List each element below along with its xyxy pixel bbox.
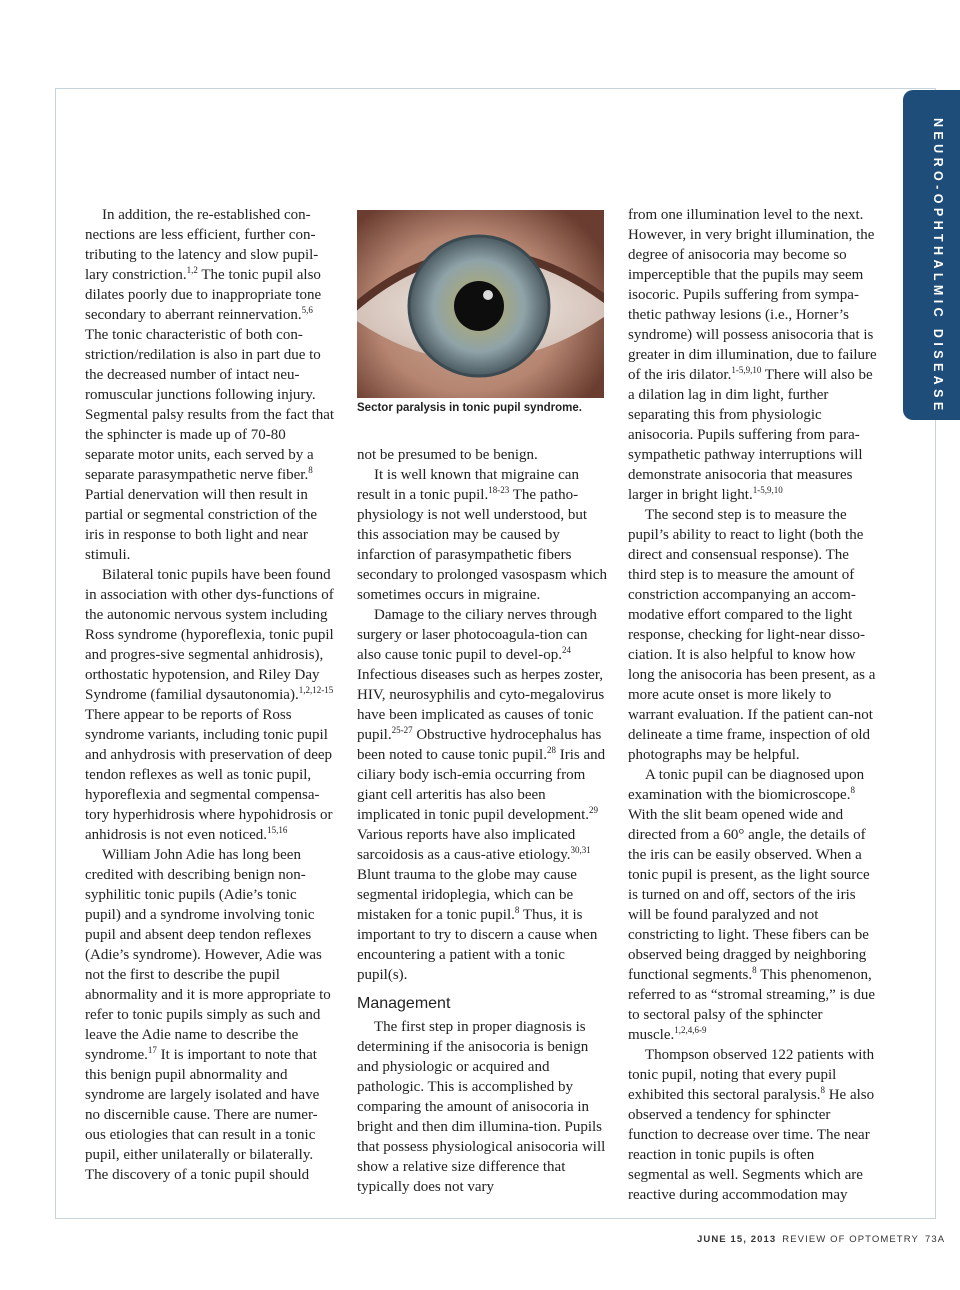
section-heading: Management — [357, 995, 451, 1012]
paragraph: The first step in proper diagnosis is determining if the anisocoria is benign and physiologic or acquired and pathologic. This is accomplished by comparing the amount of anisocoria in bright and then dim illumina-tion. Pupils that possess physiological anisocoria will show a relative size difference that typically does not vary — [357, 1019, 606, 1195]
paragraph: In addition, the re-established con-nections are less efficient, further con-tributing to the latency and slow pupil-lary constriction.$^{1,2}$ The tonic pupil also dilates poorly due to inappropriate tone secondary to aberrant reinnervation.$^{5,6}$ The tonic characteristic of both con-striction/redilation is also in part due to the decreased number of intact neu-romuscular junctions following injury. Segmental palsy results from the fact that the sphincter is made up of 70-80 separate motor units, each served by a separate parasympathetic nerve fiber.$^8$ Partial denervation will then result in partial or segmental constriction of the iris in response to both light and near stimuli. — [85, 207, 335, 563]
page-number: 73A — [924, 1234, 946, 1245]
paragraph: William John Adie has long been credited with describing benign non-syphilitic tonic pupils (Adie’s tonic pupil) and a syndrome involving tonic pupil and absent deep tendon reflexes (Adie’s syndrome). However, Adie was not the first to describe the pupil abnormality and it is more appropriate to refer to tonic pupils simply as such and leave the Adie name to describe the syndrome.$^{17}$ It is important to note that this benign pupil abnormality and syndrome are largely isolated and have no discernible cause. There are numer-ous etiologies that can result in a tonic pupil, either unilaterally or bilaterally. The discovery of a tonic pupil should — [85, 847, 331, 1183]
paragraph: Thompson observed 122 patients with tonic pupil, noting that every pupil exhibited this sectoral paralysis.$^8$ He also observed a tendency for sphincter function to decrease over time. The near reaction in tonic pupils is often segmental as well. Segments which are reactive during accommodation may — [628, 1047, 875, 1203]
section-tab-label: NEURO-OPHTHALMIC DISEASE — [931, 118, 945, 415]
figure-caption: Sector paralysis in tonic pupil syndrome. — [357, 402, 582, 414]
paragraph: It is well known that migraine can result in a tonic pupil.$^{18-23}$ The patho-physiology is not well understood, but this association may be caused by infarction of parasympathetic fibers secondary to prolonged vasospasm which sometimes occurs in migraine. — [357, 467, 607, 603]
paragraph: A tonic pupil can be diagnosed upon examination with the biomicroscope.$^8$ With the slit beam opened wide and directed from a 60° angle, the details of the iris can be easily observed. When a tonic pupil is present, as the light source is turned on and off, sectors of the iris will be found paralyzed and not constricting to light. These fibers can be observed being dragged by neighboring functional segments.$^8$ This phenomenon, referred to as “stromal streaming,” is due to sectoral palsy of the sphincter muscle.$^{1,2,4,6-9}$ — [628, 767, 875, 1043]
column-right — [628, 205, 878, 1205]
eye-illustration — [357, 210, 604, 398]
eye-photo — [357, 210, 604, 398]
column-middle — [357, 445, 607, 1197]
column-left — [85, 205, 335, 1185]
paragraph: from one illumination level to the next. However, in very bright illumination, the degree of anisocoria may become so imperceptible that the pupils may seem isocoric. Pupils suffering from sympa-thetic pathway lesions (i.e., Horner’s syndrome) will possess anisocoria that is greater in dim illumination, due to failure of the iris dilator.$^{1-5,9,10}$ There will also be a dilation lag in dim light, further separating this from physiologic anisocoria. Pupils suffering from para-sympathetic pathway interruptions will demonstrate anisocoria that measures larger in bright light.$^{1-5,9,10}$ — [628, 207, 877, 503]
paragraph: not be presumed to be benign. — [357, 447, 538, 463]
footer-date: JUNE 15, 2013 — [697, 1234, 777, 1245]
paragraph: Damage to the ciliary nerves through surgery or laser photocoagula-tion can also cause tonic pupil to devel-op.$^{24}$ Infectious diseases such as herpes zoster, HIV, neurosyphilis and cyto-megalovirus have been implicated as causes of tonic pupil.$^{25-27}$ Obstructive hydrocephalus has been noted to cause tonic pupil.$^{28}$ Iris and ciliary body isch-emia occurring from giant cell arteritis has also been implicated in tonic pupil development.$^{29}$ Various reports have also implicated sarcoidosis as a caus-ative etiology.$^{30,31}$ Blunt trauma to the globe may cause segmental iridoplegia, which can be mistaken for a tonic pupil.$^8$ Thus, it is important to try to discern a cause when encountering a patient with a tonic pupil(s). — [357, 607, 606, 983]
footer-journal: REVIEW OF OPTOMETRY — [782, 1234, 919, 1245]
paragraph: Bilateral tonic pupils have been found in association with other dys-functions of the autonomic nervous system including Ross syndrome (hyporeflexia, tonic pupil and progres-sive segmental anhidrosis), orthostatic hypotension, and Riley Day Syndrome (familial dysautonomia).$^{1,2,12-15}$ There appear to be reports of Ross syndrome variants, including tonic pupil and anhydrosis with preservation of deep tendon reflexes as well as tonic pupil, hyporeflexia and segmental compensa-tory hyperhidrosis where hypohidrosis or anhidrosis is not even noticed.$^{15,16}$ — [85, 567, 334, 843]
paragraph: The second step is to measure the pupil’s ability to react to light (both the direct and consensual response). The third step is to measure the amount of constriction accompanying an accom-modative effort compared to the light response, checking for light-near disso-ciation. It is also helpful to know how long the anisocoria has been present, as a more acute onset is more likely to warrant evaluation. If the patient can-not delineate a time frame, inspection of old photographs may be helpful. — [628, 507, 876, 763]
page-footer — [697, 1234, 945, 1245]
